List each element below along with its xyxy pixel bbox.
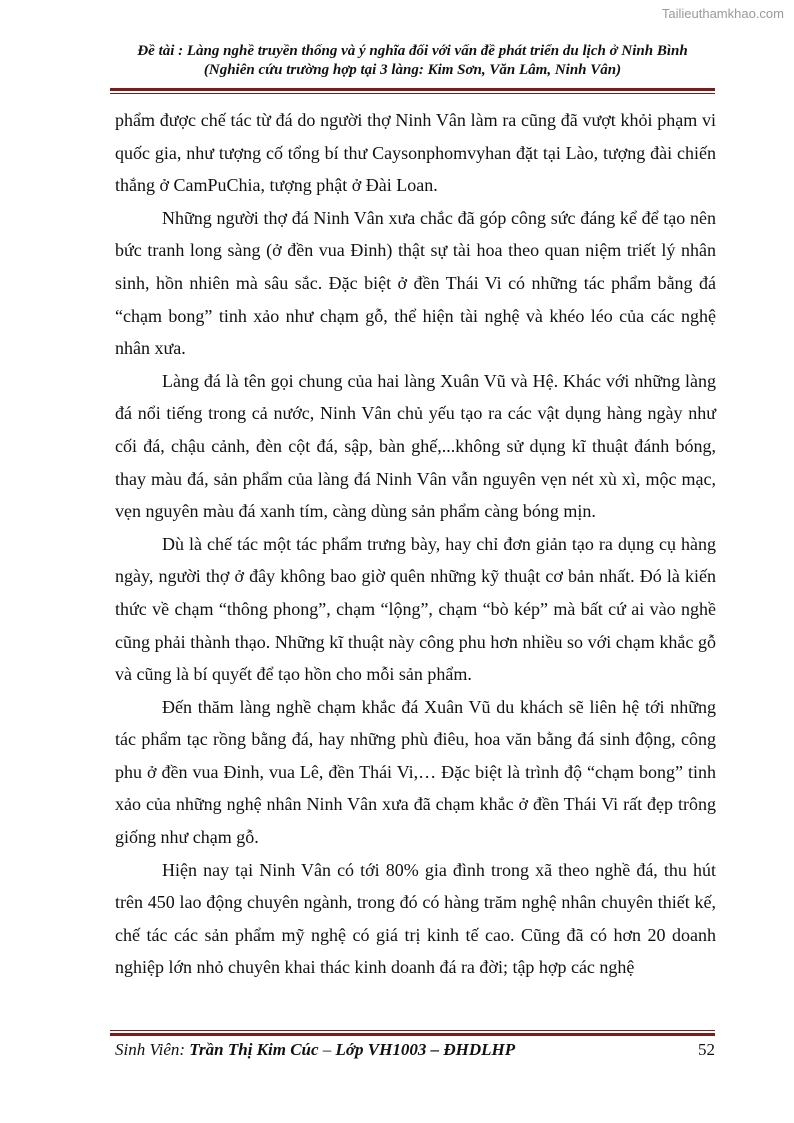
footer-label: Sinh Viên:	[115, 1040, 190, 1059]
page-header	[110, 42, 715, 80]
page-footer	[115, 1040, 715, 1060]
footer-rule	[110, 1030, 715, 1036]
paragraph-1: phẩm được chế tác từ đá do người thợ Ninh Vân làm ra cũng đã vượt khỏi phạm vi quốc gia, như tượng cố tổng bí thư Caysonphomvyhan đặt tại Lào, tượng đài chiến thắng ở CamPuChia, tượng phật ở Đài Loan.	[115, 110, 716, 196]
paragraph-3: Làng đá là tên gọi chung của hai làng Xuân Vũ và Hệ. Khác với những làng đá nổi tiếng trong cả nước, Ninh Vân chủ yếu tạo ra các vật dụng hàng ngày như cối đá, chậu cảnh, đèn cột đá, sập, bàn ghế,...không sử dụng kĩ thuật đánh bóng, thay màu đá, sản phẩm của làng đá Ninh Vân vẫn nguyên vẹn nét xù xì, mộc mạc, vẹn nguyên màu đá xanh tím, càng dùng sản phẩm càng bóng mịn.	[115, 370, 716, 522]
paragraph-2: Những người thợ đá Ninh Vân xưa chắc đã góp công sức đáng kể để tạo nên bức tranh long sàng (ở đền vua Đinh) thật sự tài hoa theo quan niệm triết lý nhân sinh, hồn nhiên mà sâu sắc. Đặc biệt ở đền Thái Vi có những tác phẩm bằng đá “chạm bong” tinh xảo như chạm gỗ, thể hiện tài nghệ và khéo léo của các nghệ nhân xưa.	[115, 207, 716, 359]
footer-student-name: Trần Thị Kim Cúc	[189, 1040, 319, 1059]
footer-class: Lớp VH1003 – ĐHDLHP	[335, 1040, 516, 1059]
header-subtitle: (Nghiên cứu trường hợp tại 3 làng: Kim Sơn, Văn Lâm, Ninh Vân)	[203, 62, 622, 78]
header-title: Đề tài : Làng nghề truyền thống và ý nghĩa đối với vấn đề phát triển du lịch ở Ninh Bình	[137, 43, 688, 59]
header-rule	[110, 88, 715, 94]
paragraph-5: Đến thăm làng nghề chạm khắc đá Xuân Vũ du khách sẽ liên hệ tới những tác phẩm tạc rồng bằng đá, hay những phù điêu, hoa văn bằng đá sinh động, công phu ở đền vua Đinh, vua Lê, đền Thái Vi,… Đặc biệt là trình độ “chạm bong” tinh xảo của những nghệ nhân Ninh Vân xưa đã chạm khắc ở đền Thái Vi rất đẹp trông giống như chạm gỗ.	[115, 696, 716, 848]
page-number: 52	[698, 1040, 715, 1059]
watermark: Tailieuthamkhao.com	[661, 6, 784, 21]
paragraph-6: Hiện nay tại Ninh Vân có tới 80% gia đình trong xã theo nghề đá, thu hút trên 450 lao động chuyên ngành, trong đó có hàng trăm nghệ nhân chuyên thiết kế, chế tác các sản phẩm mỹ nghệ có giá trị kinh tế cao. Cũng đã có hơn 20 doanh nghiệp lớn nhỏ chuyên khai thác kinh doanh đá ra đời; tập hợp các nghệ	[115, 859, 716, 978]
body-text	[115, 104, 716, 984]
paragraph-4: Dù là chế tác một tác phẩm trưng bày, hay chỉ đơn giản tạo ra dụng cụ hàng ngày, người thợ ở đây không bao giờ quên những kỹ thuật cơ bản nhất. Đó là kiến thức về chạm “thông phong”, chạm “lộng”, chạm “bò kép” mà bất cứ ai vào nghề cũng phải thành thạo. Những kĩ thuật này công phu hơn nhiều so với chạm khắc gỗ và cũng là bí quyết để tạo hồn cho mỗi sản phẩm.	[115, 533, 716, 685]
footer-separator: –	[318, 1040, 336, 1059]
